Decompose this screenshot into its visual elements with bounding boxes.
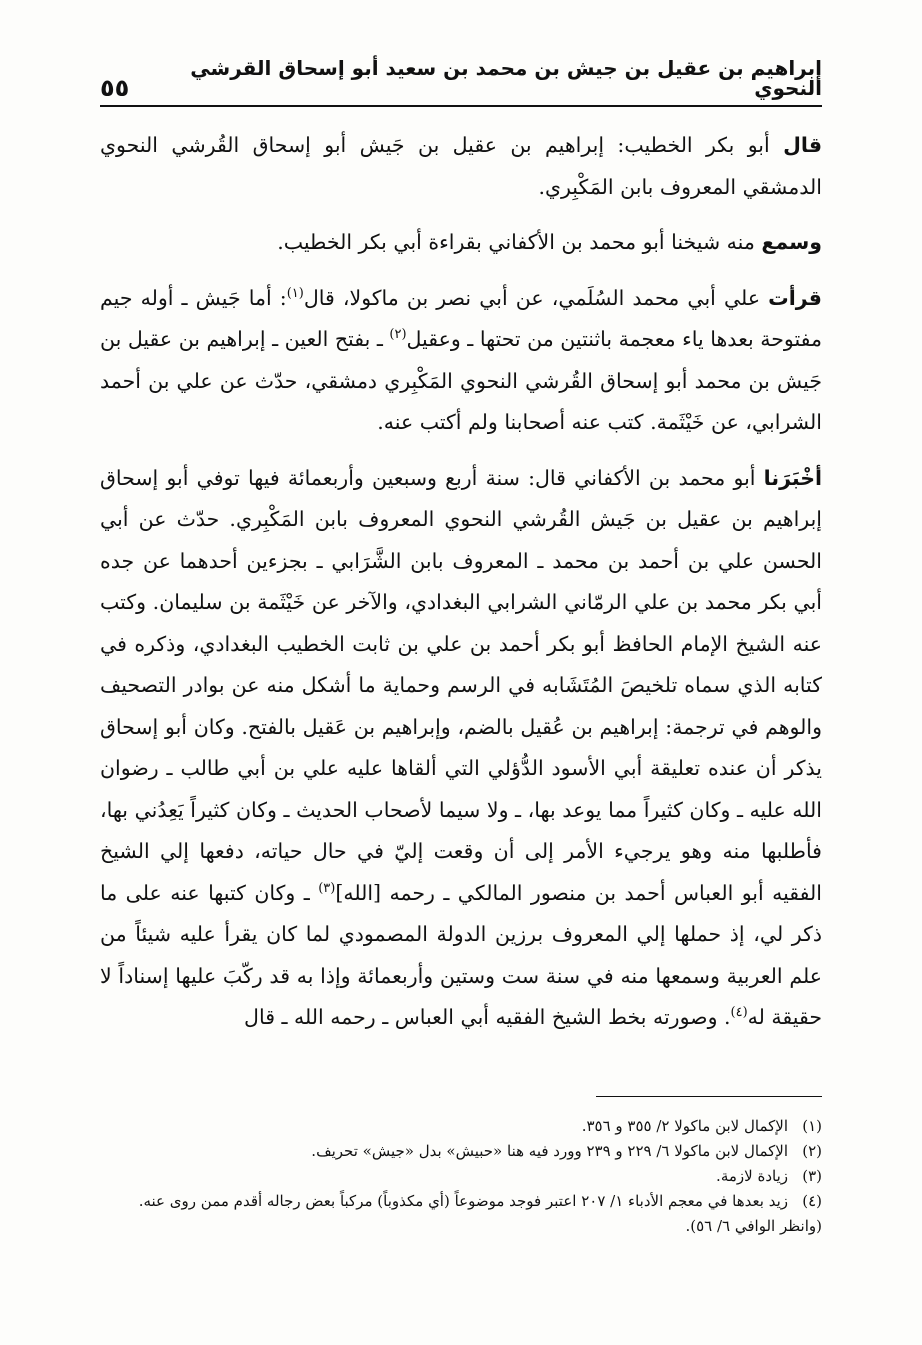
paragraph-text: : أما جَيش ـ أوله جيم مفتوحة بعدها ياء معجمة باثنتين من تحتها ـ وعقيل	[100, 285, 822, 351]
footnote-3	[100, 1164, 822, 1189]
paragraph-text: أبو بكر الخطيب: إبراهيم بن عقيل بن جَيش أبو إسحاق القُرشي النحوي الدمشقي المعروف بابن المَكْبِري.	[100, 133, 822, 199]
footnote-ref-3[interactable]: (٣)	[318, 880, 336, 896]
lead-word: قرأت	[768, 285, 822, 310]
footnote-text: زيادة لازمة.	[716, 1167, 788, 1185]
lead-word: أخْبَرَنا	[763, 465, 822, 490]
footnote-text: زيد بعدها في معجم الأدباء ١/ ٢٠٧ اعتبر فوجد موضوعاً (أي مكذوباً) مركباً بعض رجاله أقدم ممن روى عنه. (وانظر الوافي ٦/ ٥٦).	[138, 1192, 822, 1235]
footnote-4	[100, 1189, 822, 1239]
paragraph-text: . وصورته بخط الشيخ الفقيه أبي العباس ـ رحمه الله ـ قال	[244, 1005, 731, 1029]
running-title: إبراهيم بن عقيل بن جيش بن محمد بن سعيد أبو إسحاق القرشي النحوي	[190, 56, 822, 100]
footnote-1	[100, 1114, 822, 1139]
paragraph-2	[100, 222, 822, 264]
footnote-text: الإكمال لابن ماكولا ٦/ ٢٢٩ و ٢٣٩ وورد فيه هنا «حبيش» بدل «جيش» تحريف.	[311, 1142, 788, 1160]
footnote-number: (٤)	[802, 1192, 822, 1210]
paragraph-text: ـ وكان كتبها عنه على ما ذكر لي، إذ حملها إلي المعروف برزين الدولة المصمودي لما كان يقرأ عليه شيئاً من علم العربية وسمعها منه في سنة ست وستين وأربعمائة وإذا به قد ركّبَ عليها إسناداً لا حقيقة له	[100, 880, 822, 1029]
lead-word: قال	[783, 133, 822, 157]
paragraph-3	[100, 278, 822, 444]
footnote-text: الإكمال لابن ماكولا ٢/ ٣٥٥ و ٣٥٦.	[581, 1117, 788, 1135]
paragraph-1	[100, 125, 822, 208]
paragraph-text: علي أبي محمد السُلَمي، عن أبي نصر بن ماكولا، قال	[303, 285, 769, 310]
footnotes	[100, 1114, 822, 1239]
footnote-ref-2[interactable]: (٢)	[389, 327, 407, 343]
footnote-number: (١)	[802, 1117, 822, 1135]
footnote-number: (٢)	[802, 1142, 822, 1160]
footnote-separator	[596, 1096, 822, 1097]
footnote-ref-4[interactable]: (٤)	[730, 1005, 748, 1021]
paragraph-4	[100, 458, 822, 1039]
main-text	[100, 125, 822, 1053]
footnote-number: (٣)	[802, 1167, 822, 1185]
footnote-2	[100, 1139, 822, 1164]
footnote-ref-1[interactable]: (١)	[286, 285, 304, 301]
header-rule	[100, 105, 822, 107]
paragraph-text: منه شيخنا أبو محمد بن الأكفاني بقراءة أبي بكر الخطيب.	[277, 230, 762, 254]
page-header	[100, 56, 822, 104]
paragraph-text: أبو محمد بن الأكفاني قال: سنة أربع وسبعين وأربعمائة فيها توفي أبو إسحاق إبراهيم بن عقيل بن جَيش القُرشي النحوي المعروف بابن المَكْبِري. حدّث عن أبي الحسن علي بن أحمد بن محمد ـ المعروف بابن الشَّرَابي ـ بجزءين أحدهما عن جده أبي بكر محمد بن علي الرمّاني الشرابي البغدادي، والآخر عن خَيْثَمة بن سليمان. وكتب عنه الشيخ الإمام الحافظ أبو بكر أحمد بن علي بن ثابت الخطيب البغدادي، وذكره في كتابه الذي سماه تلخيصَ المُتَشَابه في الرسم وحماية ما أشكل منه عن بوادر التصحيف والوهم في ترجمة: إبراهيم بن عُقيل بالضم، وإبراهيم بن عَقيل بالفتح. وكان أبو إسحاق يذكر أن عنده تعليقة أبي الأسود الدُّؤلي التي ألقاها عليه علي بن أبي طالب ـ رضوان الله عليه ـ وكان كثيراً مما يوعد بها، ـ ولا سيما لأصحاب الحديث ـ وكان كثيراً يَعِدُني بها، فأطلبها منه وهو يرجيء الأمر إلى أن وقعت إليّ في حال حياته، دفعها إلي الشيخ الفقيه أبو العباس أحمد بن منصور المالكي ـ رحمه [الله]	[100, 465, 822, 905]
page-number: ٥٥	[100, 74, 130, 102]
lead-word: وسمع	[761, 230, 822, 254]
paragraph-text: ـ بفتح العين ـ إبراهيم بن عقيل بن جَيش بن محمد أبو إسحاق القُرشي النحوي المَكْبِري دمشقي، حدّث عن علي بن أحمد الشرابي، عن خَيْثَمة. كتب عنه أصحابنا ولم أكتب عنه.	[100, 327, 822, 434]
